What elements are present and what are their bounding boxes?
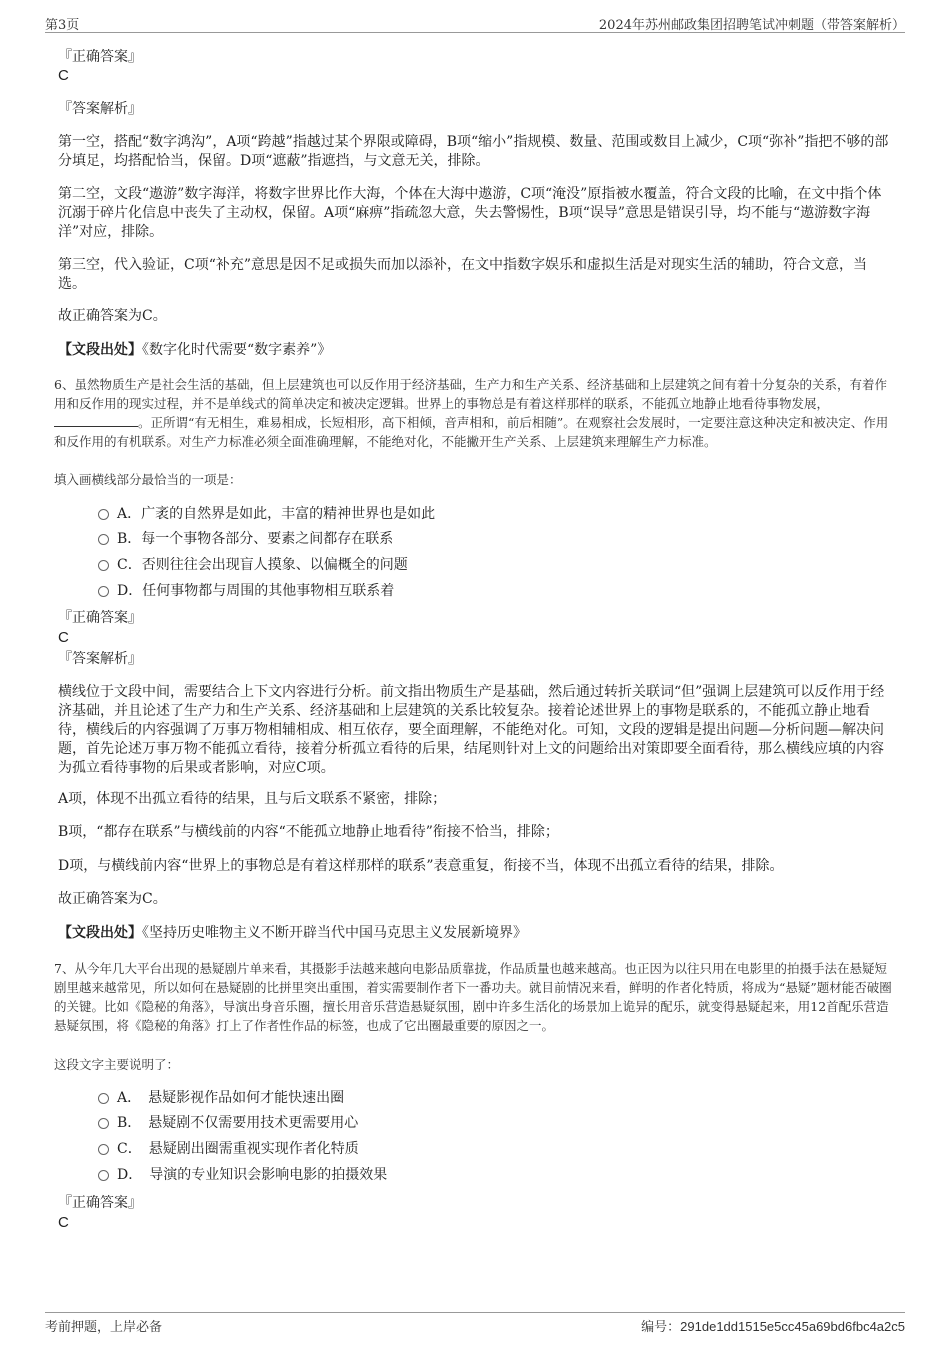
q7-prompt: 这段文字主要说明了：: [54, 1057, 180, 1072]
q6-option-a[interactable]: [98, 504, 435, 524]
q5-analysis-label: 『答案解析』: [58, 101, 142, 117]
q5-analysis-p1: 第一空，搭配“数字鸿沟”，A项“跨越”指越过某个界限或障碍，B项“缩小”指规模、数量、范围或数目上减少，C项“弥补”指把不够的部分填足，均搭配恰当，保留。D项“遮蔽”指遮挡，与文意无关，排除。: [58, 134, 889, 169]
q6-analysis-label: 『答案解析』: [58, 651, 142, 667]
q6-analysis-d: D项，与横线前内容“世界上的事物总是有着这样那样的联系”表意重复，衔接不当，体现不出孤立看待的结果，排除。: [58, 858, 784, 874]
footer-code: [641, 1316, 905, 1335]
radio-icon[interactable]: [98, 1170, 109, 1181]
q6-blank: [54, 414, 138, 427]
q6-stem-after: 。正所谓“有无相生，难易相成，长短相形，高下相倾，音声相和，前后相随”。在观察社会发展时，一定要注意这种决定和被决定、作用和反作用的有机联系。对生产力标准必须全面准确理解，不能绝对化，不能撇开生产关系、上层建筑来理解生产力标准。: [54, 415, 889, 449]
q6-answer: C: [58, 629, 69, 646]
q7-option-a-label: A． 悬疑影视作品如何才能快速出圈: [117, 1090, 345, 1106]
q6-prompt: 填入画横线部分最恰当的一项是：: [54, 472, 242, 487]
q6-option-d[interactable]: [98, 581, 394, 601]
footer-code-label: 编号：: [641, 1320, 681, 1335]
q6-answer-label: 『正确答案』: [58, 610, 142, 626]
q6-source-title: 《坚持历史唯物主义不断开辟当代中国马克思主义发展新境界》: [142, 925, 527, 941]
q6-option-b[interactable]: [98, 529, 393, 549]
page-number: 第3页: [45, 18, 80, 33]
q6-option-a-label: A．广袤的自然界是如此，丰富的精神世界也是如此: [117, 506, 436, 522]
q5-source-label: 【文段出处】: [58, 342, 142, 358]
q6-stem: [54, 375, 894, 451]
footer-slogan: 考前押题，上岸必备: [45, 1320, 163, 1335]
q7-stem: 7、从今年几大平台出现的悬疑剧片单来看，其摄影手法越来越向电影品质靠拢，作品质量也越来越高。也正因为以往只用在电影里的拍摄手法在悬疑短剧里越来越常见，所以如何在悬疑剧的比拼里突出重围，着实需要制作者下一番功夫。就目前情况来看，鲜明的作者化特质，将成为“悬疑”题材能否破圈的关键。比如《隐秘的角落》，导演出身音乐圈，擅长用音乐营造悬疑氛围，剧中许多生活化的场景加上诡异的配乐，就变得悬疑起来，用12首配乐营造悬疑氛围，将《隐秘的角落》打上了作者性作品的标签，也成了它出圈最重要的原因之一。: [54, 961, 892, 1033]
q7-answer: C: [58, 1214, 69, 1231]
q6-option-c[interactable]: [98, 555, 408, 575]
q7-option-c[interactable]: [98, 1139, 359, 1159]
q6-conclusion: 故正确答案为C。: [58, 891, 167, 907]
footer-code-value: 291de1dd1515e5cc45a69bd6fbc4a2c5: [680, 1319, 905, 1334]
q6-option-b-label: B．每一个事物各部分、要素之间都存在联系: [117, 531, 394, 547]
q5-analysis-p2: 第二空，文段“遨游”数字海洋，将数字世界比作大海，个体在大海中遨游，C项“淹没”原指被水覆盖，符合文段的比喻，在文中指个体沉溺于碎片化信息中丧失了主动权，保留。A项“麻痹”指疏忽大意，失去警惕性，B项“误导”意思是错误引导，均不能与“遨游数字海洋”对应，排除。: [58, 186, 882, 240]
q6-analysis-b: B项，“都存在联系”与横线前的内容“不能孤立地静止地看待”衔接不恰当，排除；: [58, 824, 559, 840]
radio-icon[interactable]: [98, 1118, 109, 1129]
q6-option-d-label: D．任何事物都与周围的其他事物相互联系着: [117, 583, 395, 599]
radio-icon[interactable]: [98, 560, 109, 571]
q5-source-title: 《数字化时代需要“数字素养”》: [142, 342, 332, 358]
q7-option-b[interactable]: [98, 1113, 358, 1133]
q5-answer-label: 『正确答案』: [58, 49, 142, 65]
q6-source-label: 【文段出处】: [58, 925, 142, 941]
q7-option-a[interactable]: [98, 1088, 344, 1108]
q7-option-d[interactable]: [98, 1165, 387, 1185]
q7-answer-label: 『正确答案』: [58, 1195, 142, 1211]
q6-analysis-a: A项，体现不出孤立看待的结果，且与后文联系不紧密，排除；: [58, 791, 447, 807]
q6-option-c-label: C．否则往往会出现盲人摸象、以偏概全的问题: [117, 557, 408, 573]
q5-analysis-p3: 第三空，代入验证，C项“补充”意思是因不足或损失而加以添补，在文中指数字娱乐和虚拟生活是对现实生活的辅助，符合文意，当选。: [58, 257, 868, 292]
q6-analysis-p1: 横线位于文段中间，需要结合上下文内容进行分析。前文指出物质生产是基础，然后通过转折关联词“但”强调上层建筑可以反作用于经济基础，并且论述了生产力和生产关系、经济基础和上层建筑的关系比较复杂。接着论述世界上的事物是联系的，不能孤立静止地看待，横线后的内容强调了万事万物相辅相成、相互依存，要全面理解，不能绝对化。可知，文段的逻辑是提出问题—分析问题—解决问题，首先论述万事万物不能孤立看待，接着分析孤立看待的后果，结尾则针对上文的问题给出对策即要全面看待，那么横线应填的内容为孤立看待事物的后果或者影响，对应C项。: [58, 684, 885, 776]
page-footer: [45, 1312, 905, 1335]
document-title: 2024年苏州邮政集团招聘笔试冲刺题（带答案解析）: [598, 18, 905, 33]
q7-option-d-label: D． 导演的专业知识会影响电影的拍摄效果: [117, 1167, 388, 1183]
radio-icon[interactable]: [98, 1093, 109, 1104]
page-header: [45, 10, 905, 33]
radio-icon[interactable]: [98, 534, 109, 545]
q6-source: [58, 924, 892, 943]
q5-source: [58, 341, 892, 360]
q5-answer: C: [58, 67, 69, 84]
radio-icon[interactable]: [98, 509, 109, 520]
radio-icon[interactable]: [98, 1144, 109, 1155]
q7-option-c-label: C． 悬疑剧出圈需重视实现作者化特质: [117, 1141, 359, 1157]
radio-icon[interactable]: [98, 586, 109, 597]
q5-conclusion: 故正确答案为C。: [58, 308, 167, 324]
q6-stem-before: 6、虽然物质生产是社会生活的基础，但上层建筑也可以反作用于经济基础，生产力和生产关系、经济基础和上层建筑之间有着十分复杂的关系，有着作用和反作用的现实过程，并不是单线式的简单决定和被决定逻辑。世界上的事物总是有着这样那样的联系，不能孤立地静止地看待事物发展，: [54, 377, 887, 411]
q7-option-b-label: B． 悬疑剧不仅需要用技术更需要用心: [117, 1115, 359, 1131]
